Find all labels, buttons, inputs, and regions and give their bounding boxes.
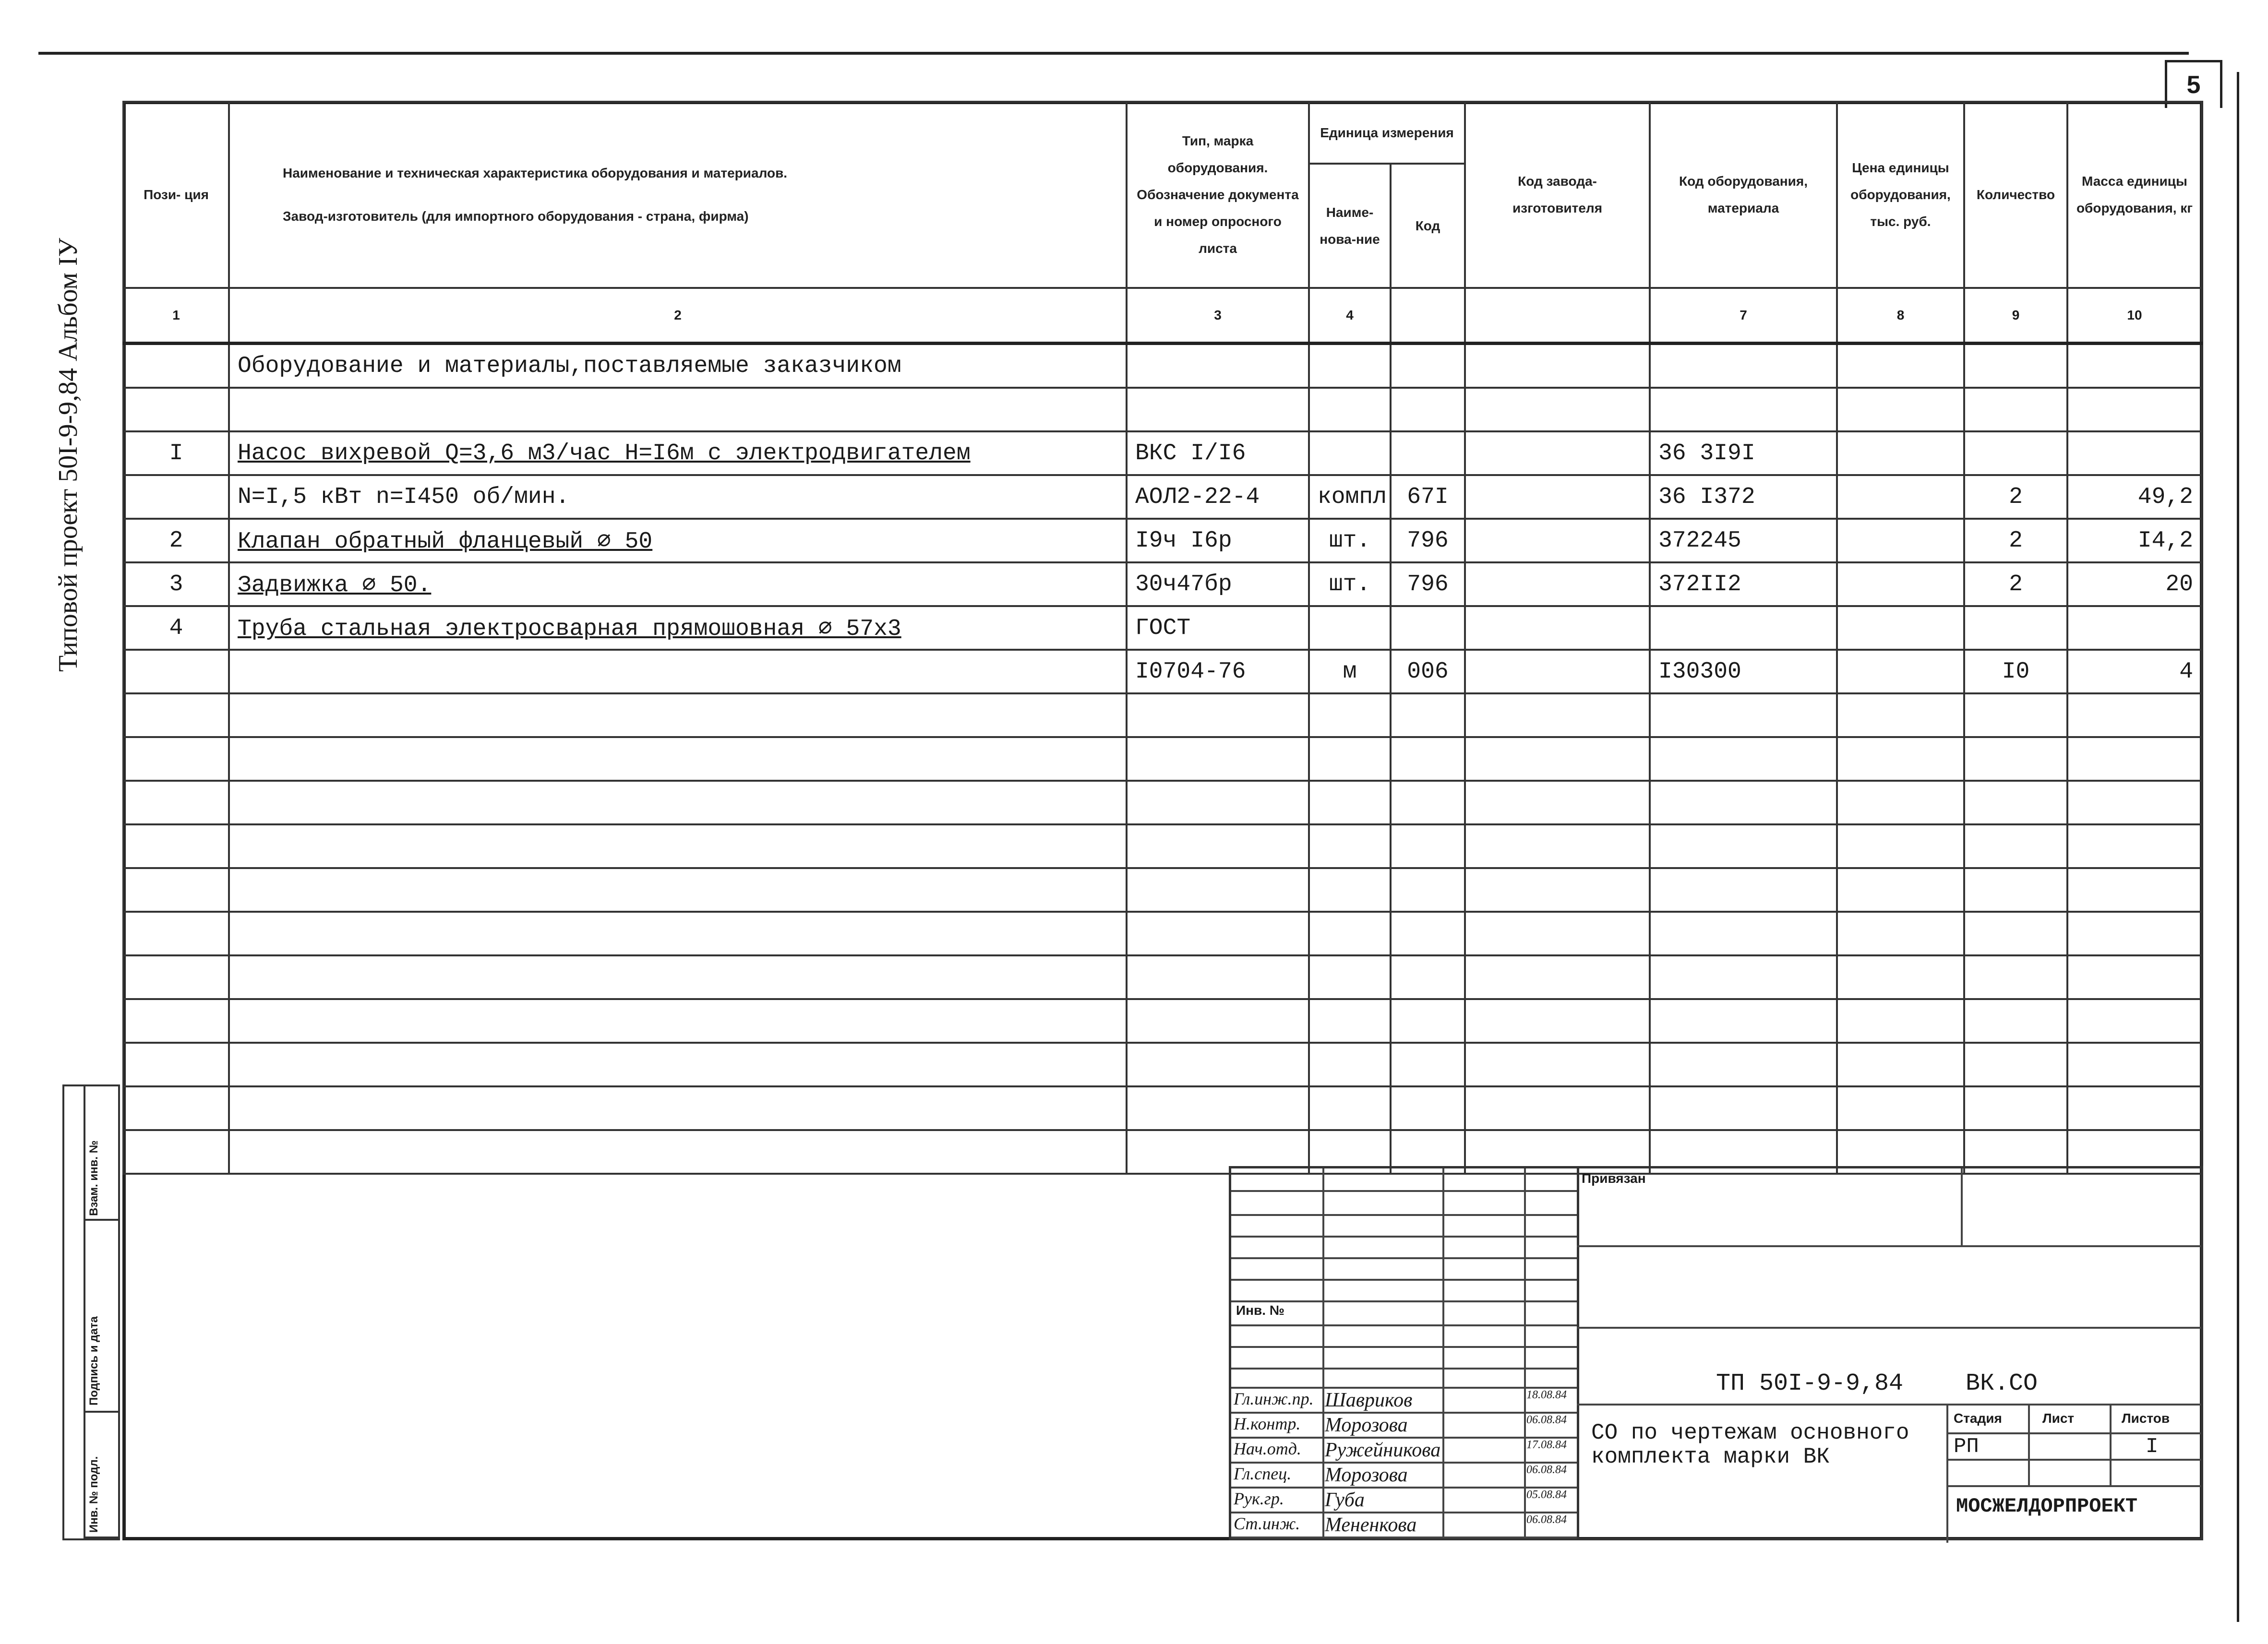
cell-name — [229, 650, 1127, 693]
cell-empty — [1837, 912, 1964, 955]
cell-empty — [1964, 955, 2067, 999]
cell-empty — [123, 868, 229, 912]
cell-code — [1391, 344, 1465, 388]
cell-empty — [1309, 1043, 1391, 1086]
stamp-label-inv: Взам. инв. № — [87, 1140, 100, 1216]
grid-line — [1231, 1214, 1577, 1216]
cell-empty — [1465, 781, 1650, 824]
cell-empty — [1309, 912, 1391, 955]
table-row-empty — [123, 824, 2202, 868]
grid-line — [1231, 1368, 1577, 1370]
cell-code — [1391, 431, 1465, 475]
header-name — [229, 102, 1127, 288]
cell-empty — [1309, 999, 1391, 1043]
cell-equip: 36 3I9I — [1650, 431, 1837, 475]
cell-pos: I — [123, 431, 229, 475]
right-border-line — [2237, 72, 2239, 1622]
sheets-value: I — [2146, 1435, 2159, 1459]
cell-empty — [123, 781, 229, 824]
column-number — [1465, 288, 1650, 344]
cell-mass — [2067, 431, 2202, 475]
cell-equip: I30300 — [1650, 650, 1837, 693]
cell-empty — [1650, 999, 1837, 1043]
signer-role: Рук.гр. — [1234, 1489, 1284, 1508]
title-block-signature-grid — [1231, 1168, 1579, 1538]
cell-empty — [229, 781, 1127, 824]
header-maker-code: Код завода-изготовителя — [1465, 102, 1650, 288]
cell-unit: шт. — [1309, 519, 1391, 562]
cell-name: Клапан обратный фланцевый ∅ 50 — [229, 519, 1127, 562]
signer-date: 05.08.84 — [1526, 1489, 1567, 1501]
cell-empty — [1650, 1086, 1837, 1130]
cell-empty — [1465, 912, 1650, 955]
signer-name: Морозова — [1325, 1464, 1408, 1486]
cell-type: 30ч47бр — [1127, 562, 1309, 606]
cell-mass: 4 — [2067, 650, 2202, 693]
cell-name: Труба стальная электросварная прямошовная ∅ 57х3 — [229, 606, 1127, 650]
signer-date: 18.08.84 — [1526, 1389, 1567, 1401]
cell-empty — [1650, 737, 1837, 781]
signer-name: Ружейникова — [1325, 1439, 1441, 1461]
cell-empty — [1391, 693, 1465, 737]
cell-empty — [1837, 737, 1964, 781]
cell-mass: 20 — [2067, 562, 2202, 606]
column-number: 8 — [1837, 288, 1964, 344]
cell-empty — [1964, 824, 2067, 868]
column-number: 10 — [2067, 288, 2202, 344]
title-block-line — [1946, 1432, 2201, 1434]
table-row-empty — [123, 1086, 2202, 1130]
cell-unit — [1309, 606, 1391, 650]
cell-empty — [1391, 824, 1465, 868]
column-number: 4 — [1309, 288, 1391, 344]
cell-empty — [1465, 824, 1650, 868]
header-row-1 — [123, 102, 2202, 164]
title-block-line — [2110, 1404, 2112, 1485]
cell-qty — [1964, 606, 2067, 650]
cell-qty: 2 — [1964, 562, 2067, 606]
cell-empty — [1650, 868, 1837, 912]
cell-name: Оборудование и материалы,поставляемые заказчиком — [229, 344, 1127, 388]
cell-empty — [1391, 955, 1465, 999]
table-row — [123, 431, 2202, 475]
table-row-empty — [123, 737, 2202, 781]
stamp-label-orig: Инв. № подл. — [87, 1456, 100, 1533]
table-row — [123, 344, 2202, 388]
table-row — [123, 606, 2202, 650]
cell-code: 796 — [1391, 519, 1465, 562]
cell-pos — [123, 388, 229, 431]
cell-equip: 36 I372 — [1650, 475, 1837, 519]
cell-empty — [1837, 693, 1964, 737]
title-block-line — [2028, 1404, 2030, 1485]
signer-role: Нач.отд. — [1234, 1439, 1301, 1458]
cell-price — [1837, 388, 1964, 431]
cell-empty — [123, 824, 229, 868]
grid-line — [1231, 1537, 1577, 1538]
cell-empty — [1309, 781, 1391, 824]
table-row-empty — [123, 868, 2202, 912]
header-type: Тип, марка оборудования. Обозначение документа и номер опросного листа — [1127, 102, 1309, 288]
cell-empty — [1964, 693, 2067, 737]
cell-empty — [1465, 955, 1650, 999]
header-price: Цена единицы оборудования, тыс. руб. — [1837, 102, 1964, 288]
signer-name: Морозова — [1325, 1414, 1408, 1436]
cell-empty — [1127, 912, 1309, 955]
cell-empty — [1964, 1086, 2067, 1130]
table-row — [123, 562, 2202, 606]
cell-empty — [229, 912, 1127, 955]
title-block-line — [1577, 1245, 2201, 1247]
cell-empty — [123, 955, 229, 999]
title-block-line — [1577, 1404, 2201, 1406]
signer-role: Гл.инж.пр. — [1234, 1389, 1314, 1408]
cell-price — [1837, 431, 1964, 475]
cell-name: Задвижка ∅ 50. — [229, 562, 1127, 606]
column-number: 9 — [1964, 288, 2067, 344]
title-block-line — [1946, 1485, 2201, 1487]
cell-empty — [2067, 693, 2202, 737]
cell-empty — [123, 1043, 229, 1086]
cell-type — [1127, 388, 1309, 431]
cell-empty — [229, 693, 1127, 737]
cell-empty — [1964, 737, 2067, 781]
title-block-line — [1961, 1168, 1963, 1245]
cell-pos — [123, 475, 229, 519]
cell-name: Насос вихревой Q=3,6 м3/час Н=I6м с электродвигателем — [229, 431, 1127, 475]
cell-qty — [1964, 388, 2067, 431]
column-numbers-row — [123, 288, 2202, 344]
cell-empty — [1391, 868, 1465, 912]
cell-empty — [2067, 1043, 2202, 1086]
signer-date: 06.08.84 — [1526, 1513, 1567, 1526]
cell-type: ГОСТ — [1127, 606, 1309, 650]
cell-mass — [2067, 344, 2202, 388]
table-row-empty — [123, 912, 2202, 955]
header-name-line1: Наименование и техническая характеристика оборудования и материалов. — [283, 166, 788, 180]
cell-empty — [1837, 868, 1964, 912]
table-row — [123, 475, 2202, 519]
cell-price — [1837, 606, 1964, 650]
table-row-empty — [123, 693, 2202, 737]
description-line1: СО по чертежам основного — [1591, 1420, 1909, 1445]
cell-code: 796 — [1391, 562, 1465, 606]
cell-name: N=I,5 кВт n=I450 об/мин. — [229, 475, 1127, 519]
cell-empty — [229, 1043, 1127, 1086]
cell-empty — [1127, 693, 1309, 737]
cell-empty — [123, 1086, 229, 1130]
cell-empty — [229, 999, 1127, 1043]
cell-code — [1391, 388, 1465, 431]
cell-empty — [1309, 955, 1391, 999]
cell-empty — [1650, 955, 1837, 999]
cell-empty — [123, 737, 229, 781]
side-title: Типовой проект 50I-9-9,84 Альбом IУ — [53, 238, 83, 672]
cell-empty — [1650, 781, 1837, 824]
table-row-empty — [123, 955, 2202, 999]
cell-unit: м — [1309, 650, 1391, 693]
organization-name: МОСЖЕЛДОРПРОЕКТ — [1956, 1495, 2138, 1518]
cell-empty — [1650, 693, 1837, 737]
cell-empty — [229, 868, 1127, 912]
cell-name — [229, 388, 1127, 431]
table-row-empty — [123, 781, 2202, 824]
cell-equip: 372245 — [1650, 519, 1837, 562]
cell-empty — [1309, 824, 1391, 868]
cell-empty — [229, 824, 1127, 868]
cell-qty — [1964, 344, 2067, 388]
cell-empty — [1650, 824, 1837, 868]
cell-qty: I0 — [1964, 650, 2067, 693]
cell-pos — [123, 344, 229, 388]
grid-line — [1322, 1168, 1324, 1538]
cell-pos: 2 — [123, 519, 229, 562]
cell-empty — [1127, 824, 1309, 868]
signer-date: 17.08.84 — [1526, 1439, 1567, 1451]
header-unit-name: Наиме-нова-ние — [1309, 164, 1391, 288]
column-number — [1391, 288, 1465, 344]
title-block-line — [1946, 1404, 1948, 1543]
cell-empty — [2067, 912, 2202, 955]
cell-empty — [2067, 999, 2202, 1043]
cell-type: ВКС I/I6 — [1127, 431, 1309, 475]
grid-line — [1231, 1300, 1577, 1302]
signer-role: Н.контр. — [1234, 1414, 1301, 1433]
cell-mass: 49,2 — [2067, 475, 2202, 519]
grid-line — [1231, 1324, 1577, 1326]
signer-name: Мененкова — [1325, 1514, 1417, 1536]
grid-line — [1231, 1236, 1577, 1238]
cell-mass — [2067, 388, 2202, 431]
table-row — [123, 650, 2202, 693]
cell-maker — [1465, 519, 1650, 562]
cell-empty — [1127, 999, 1309, 1043]
cell-maker — [1465, 344, 1650, 388]
cell-maker — [1465, 431, 1650, 475]
table-row-empty — [123, 999, 2202, 1043]
table-row-empty — [123, 1043, 2202, 1086]
column-number: 2 — [229, 288, 1127, 344]
cell-qty: 2 — [1964, 475, 2067, 519]
cell-qty — [1964, 431, 2067, 475]
cell-maker — [1465, 562, 1650, 606]
cell-maker — [1465, 606, 1650, 650]
cell-equip: 372II2 — [1650, 562, 1837, 606]
cell-empty — [2067, 955, 2202, 999]
grid-line — [1524, 1168, 1526, 1538]
header-equip-code: Код оборудования, материала — [1650, 102, 1837, 288]
cell-type: I9ч I6р — [1127, 519, 1309, 562]
cell-empty — [2067, 824, 2202, 868]
signer-date: 06.08.84 — [1526, 1464, 1567, 1476]
table-row — [123, 388, 2202, 431]
sheet-label: Лист — [2042, 1411, 2075, 1426]
cell-unit: компл — [1309, 475, 1391, 519]
cell-price — [1837, 562, 1964, 606]
cell-unit: шт. — [1309, 562, 1391, 606]
cell-empty — [2067, 737, 2202, 781]
top-border-line — [38, 52, 2189, 55]
header-pos: Пози- ция — [123, 102, 229, 288]
cell-pos — [123, 650, 229, 693]
cell-code: 67I — [1391, 475, 1465, 519]
grid-line — [1442, 1168, 1444, 1538]
stage-value: РП — [1954, 1435, 1979, 1459]
title-block — [1229, 1166, 2203, 1540]
cell-qty: 2 — [1964, 519, 2067, 562]
side-stamp-strip — [62, 1084, 120, 1540]
cell-empty — [229, 955, 1127, 999]
cell-empty — [1391, 912, 1465, 955]
cell-empty — [1309, 693, 1391, 737]
cell-empty — [1127, 1086, 1309, 1130]
cell-empty — [1964, 1043, 2067, 1086]
cell-mass: I4,2 — [2067, 519, 2202, 562]
cell-empty — [1650, 1043, 1837, 1086]
cell-equip — [1650, 344, 1837, 388]
signer-role: Гл.спец. — [1234, 1464, 1292, 1483]
cell-empty — [1127, 1043, 1309, 1086]
grid-line — [1231, 1346, 1577, 1348]
document-code: ТП 50I-9-9,84 — [1716, 1370, 1904, 1397]
cell-type: АОЛ2-22-4 — [1127, 475, 1309, 519]
cell-empty — [1465, 1043, 1650, 1086]
cell-empty — [1127, 781, 1309, 824]
cell-unit — [1309, 344, 1391, 388]
cell-unit — [1309, 431, 1391, 475]
cell-empty — [2067, 1086, 2202, 1130]
cell-type — [1127, 344, 1309, 388]
page-number: 5 — [2165, 60, 2222, 108]
cell-empty — [1391, 737, 1465, 781]
table-row — [123, 519, 2202, 562]
cell-empty — [1309, 737, 1391, 781]
description-line2: комплекта марки ВК — [1591, 1444, 1830, 1469]
specification-table — [122, 101, 2203, 1175]
cell-type: I0704-76 — [1127, 650, 1309, 693]
cell-empty — [1964, 912, 2067, 955]
cell-empty — [1964, 999, 2067, 1043]
cell-empty — [1837, 999, 1964, 1043]
cell-empty — [1964, 781, 2067, 824]
stage-label: Стадия — [1954, 1411, 2002, 1426]
cell-price — [1837, 475, 1964, 519]
cell-empty — [1391, 999, 1465, 1043]
header-qty: Количество — [1964, 102, 2067, 288]
cell-empty — [1837, 781, 1964, 824]
cell-pos: 4 — [123, 606, 229, 650]
grid-line — [1231, 1279, 1577, 1281]
cell-empty — [1837, 824, 1964, 868]
cell-maker — [1465, 388, 1650, 431]
column-number: 1 — [123, 288, 229, 344]
cell-empty — [1837, 1086, 1964, 1130]
cell-empty — [2067, 781, 2202, 824]
cell-code — [1391, 606, 1465, 650]
signer-name: Губа — [1325, 1489, 1365, 1511]
cell-empty — [229, 1086, 1127, 1130]
cell-price — [1837, 519, 1964, 562]
signer-role: Ст.инж. — [1234, 1514, 1300, 1533]
cell-equip — [1650, 606, 1837, 650]
signer-date: 06.08.84 — [1526, 1414, 1567, 1426]
cell-unit — [1309, 388, 1391, 431]
column-number: 3 — [1127, 288, 1309, 344]
cell-empty — [123, 1130, 229, 1174]
cell-equip — [1650, 388, 1837, 431]
inv-no-label: Инв. № — [1236, 1303, 1285, 1318]
header-mass: Масса единицы оборудования, кг — [2067, 102, 2202, 288]
header-unit-code: Код — [1391, 164, 1465, 288]
cell-empty — [1964, 868, 2067, 912]
title-block-line — [1577, 1327, 2201, 1329]
stamp-cell-orig — [84, 1413, 120, 1538]
cell-empty — [1309, 1086, 1391, 1130]
signer-name: Шавриков — [1325, 1389, 1413, 1411]
cell-empty — [1391, 1043, 1465, 1086]
stamp-cell-inv — [84, 1086, 120, 1221]
header-name-line2: Завод-изготовитель (для импортного оборудования - страна, фирма) — [283, 209, 749, 224]
cell-empty — [1391, 1086, 1465, 1130]
stamp-label-sign: Подпись и дата — [87, 1316, 100, 1406]
stamp-cell-sign — [84, 1221, 120, 1413]
sheets-label: Листов — [2122, 1411, 2170, 1426]
header-unit-group: Единица измерения — [1309, 102, 1465, 164]
cell-empty — [123, 912, 229, 955]
column-number: 7 — [1650, 288, 1837, 344]
cell-empty — [1465, 868, 1650, 912]
cell-mass — [2067, 606, 2202, 650]
cell-empty — [1650, 912, 1837, 955]
cell-empty — [1309, 868, 1391, 912]
cell-empty — [123, 693, 229, 737]
cell-empty — [1127, 737, 1309, 781]
cell-price — [1837, 344, 1964, 388]
cell-empty — [1465, 1086, 1650, 1130]
cell-empty — [229, 1130, 1127, 1174]
cell-empty — [1837, 1043, 1964, 1086]
grid-line — [1231, 1257, 1577, 1259]
cell-empty — [123, 999, 229, 1043]
cell-empty — [1127, 868, 1309, 912]
title-block-line — [1946, 1459, 2201, 1461]
tied-label: Привязан — [1582, 1171, 1646, 1186]
cell-empty — [229, 737, 1127, 781]
document-mark: ВК.СО — [1966, 1370, 2038, 1397]
cell-maker — [1465, 650, 1650, 693]
cell-empty — [2067, 868, 2202, 912]
cell-empty — [1127, 955, 1309, 999]
cell-price — [1837, 650, 1964, 693]
cell-empty — [1391, 781, 1465, 824]
grid-line — [1231, 1190, 1577, 1192]
cell-empty — [1465, 693, 1650, 737]
cell-empty — [1465, 737, 1650, 781]
cell-empty — [1837, 955, 1964, 999]
cell-code: 006 — [1391, 650, 1465, 693]
cell-pos: 3 — [123, 562, 229, 606]
cell-maker — [1465, 475, 1650, 519]
cell-empty — [1465, 999, 1650, 1043]
specification-body — [123, 344, 2202, 1174]
